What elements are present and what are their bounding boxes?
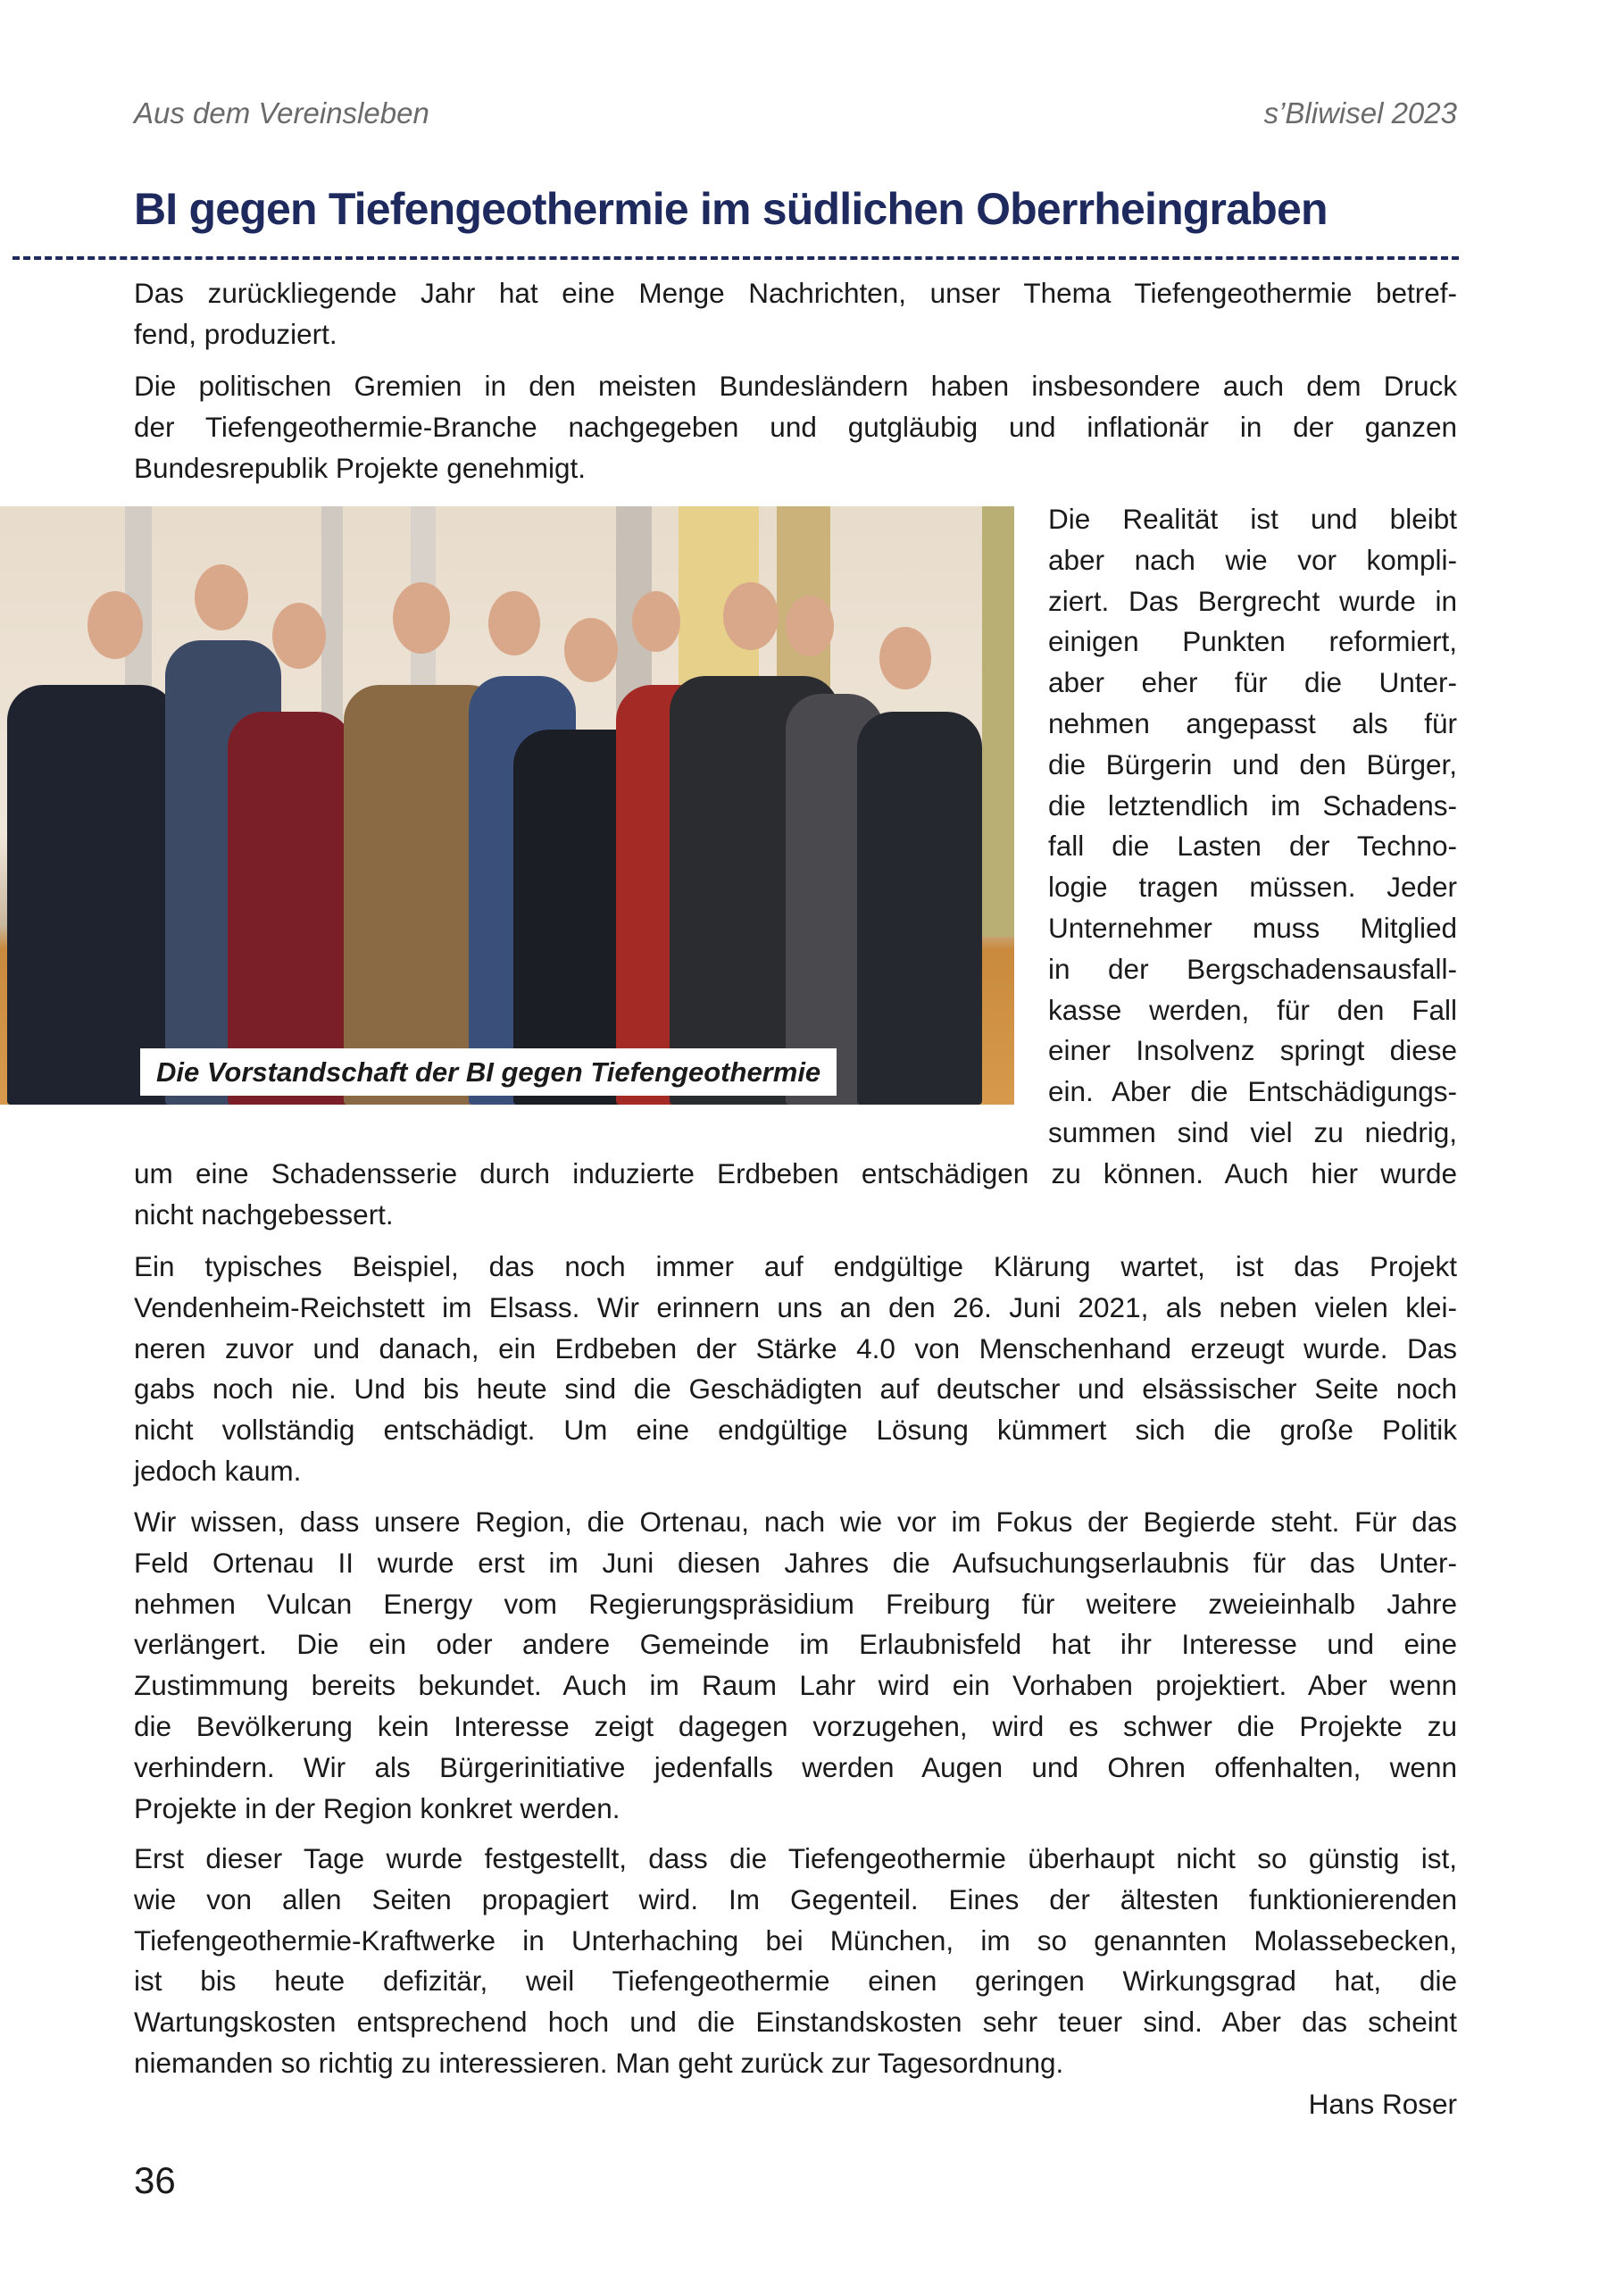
text-line: Wartungskosten entsprechend hoch und die Einstandskosten sehr teuer sind. Aber das scheint	[134, 2006, 1457, 2039]
group-photo	[0, 506, 1014, 1105]
author-signature: Hans Roser	[1308, 2088, 1457, 2120]
text-line: in der Bergschadensausfall-	[1048, 952, 1457, 985]
photo-caption: Die Vorstandschaft der BI gegen Tiefengeothermie	[140, 1048, 837, 1096]
article-title: BI gegen Tiefengeothermie im südlichen Oberrheingraben	[134, 184, 1328, 234]
text-line: fall die Lasten der Techno-	[1048, 830, 1457, 863]
text-line: einigen Punkten reformiert,	[1048, 625, 1457, 658]
text-line: Bundesrepublik Projekte genehmigt.	[134, 451, 587, 484]
text-line: einer Insolvenz springt diese	[1048, 1034, 1457, 1067]
paragraph-5	[134, 1502, 1457, 1829]
paragraph-4	[134, 1247, 1457, 1492]
running-header-section: Aus dem Vereinsleben	[134, 96, 429, 129]
text-line: ein. Aber die Entschädigungs-	[1048, 1075, 1457, 1108]
text-line: jedoch kaum.	[134, 1454, 302, 1487]
text-line: Zustimmung bereits bekundet. Auch im Raum Lahr wird ein Vorhaben projektiert. Aber wenn	[134, 1669, 1457, 1702]
paragraph-1	[134, 273, 1457, 355]
text-line: nehmen angepasst als für	[1048, 706, 1457, 739]
text-line: neren zuvor und danach, ein Erdbeben der Stärke 4.0 von Menschenhand erzeugt wurde. Das	[134, 1331, 1457, 1364]
text-line: ist bis heute defizitär, weil Tiefengeothermie einen geringen Wirkungsgrad hat, die	[134, 1965, 1457, 1998]
text-line: summen sind viel zu niedrig,	[1048, 1115, 1457, 1148]
text-line: aber nach wie vor kompli-	[1048, 543, 1457, 576]
paragraph-3-continued	[134, 1154, 1457, 1236]
text-line: Projekte in der Region konkret werden.	[134, 1791, 620, 1824]
text-line: Wir wissen, dass unsere Region, die Ortenau, nach wie vor im Fokus der Begierde steht. Für das	[134, 1506, 1457, 1538]
text-line: wie von allen Seiten propagiert wird. Im Gegenteil. Eines der ältesten funktionierenden	[134, 1882, 1457, 1915]
text-line: Feld Ortenau II wurde erst im Juni diesen Jahres die Aufsuchungserlaubnis für das Unter-	[134, 1546, 1457, 1579]
text-line: Tiefengeothermie-Kraftwerke in Unterhaching bei München, im so genannten Molassebecken,	[134, 1923, 1457, 1957]
text-line: Ein typisches Beispiel, das noch immer auf endgültige Klärung wartet, ist das Projekt	[134, 1250, 1457, 1282]
text-line: verhindern. Wir als Bürgerinitiative jedenfalls werden Augen und Ohren offenhalten, wenn	[134, 1750, 1457, 1783]
text-line: Die Realität ist und bleibt	[1048, 503, 1457, 535]
text-line: die Bevölkerung kein Interesse zeigt dagegen vorzugehen, wird es schwer die Projekte zu	[134, 1709, 1457, 1742]
text-line: um eine Schadensserie durch induzierte Erdbeben entschädigen zu können. Auch hier wurde	[134, 1157, 1457, 1189]
page-number: 36	[134, 2159, 176, 2201]
text-line: verlängert. Die ein oder andere Gemeinde im Erlaubnisfeld hat ihr Interesse und eine	[134, 1628, 1457, 1661]
text-line: Erst dieser Tage wurde festgestellt, dass die Tiefengeothermie überhaupt nicht so günstig ist,	[134, 1842, 1457, 1874]
text-line: Vendenheim-Reichstett im Elsass. Wir erinnern uns an den 26. Juni 2021, als neben vielen klei-	[134, 1290, 1457, 1323]
paragraph-3-column	[1048, 499, 1457, 1154]
text-line: ziert. Das Bergrecht wurde in	[1048, 584, 1457, 617]
text-line: die Bürgerin und den Bürger,	[1048, 747, 1457, 780]
text-line: aber eher für die Unter-	[1048, 666, 1457, 699]
text-line: niemanden so richtig zu interessieren. Man geht zurück zur Tagesordnung.	[134, 2046, 1064, 2079]
text-line: Unternehmer muss Mitglied	[1048, 911, 1457, 944]
text-line: logie tragen müssen. Jeder	[1048, 871, 1457, 904]
paragraph-6	[134, 1839, 1457, 2084]
text-line: nicht nachgebessert.	[134, 1197, 394, 1231]
text-line: der Tiefengeothermie-Branche nachgegeben und gutgläubig und inflationär in der ganzen	[134, 410, 1457, 443]
text-line: fend, produziert.	[134, 317, 337, 350]
text-line: nehmen Vulcan Energy vom Regierungspräsidium Freiburg für weitere zweieinhalb Jahre	[134, 1587, 1457, 1620]
text-line: nicht vollständig entschädigt. Um eine endgültige Lösung kümmert sich die große Politik	[134, 1414, 1457, 1447]
title-divider	[12, 256, 1459, 260]
text-line: Die politischen Gremien in den meisten Bundesländern haben insbesondere auch dem Druck	[134, 370, 1457, 402]
text-line: die letztendlich im Schadens-	[1048, 789, 1457, 822]
text-line: Das zurückliegende Jahr hat eine Menge Nachrichten, unser Thema Tiefengeothermie betref-	[134, 277, 1457, 309]
running-header-publication: s’Bliwisel 2023	[1263, 96, 1457, 129]
paragraph-2	[134, 366, 1457, 488]
text-line: gabs noch nie. Und bis heute sind die Geschädigten auf deutscher und elsässischer Seite noch	[134, 1373, 1457, 1406]
text-line: kasse werden, für den Fall	[1048, 993, 1457, 1026]
